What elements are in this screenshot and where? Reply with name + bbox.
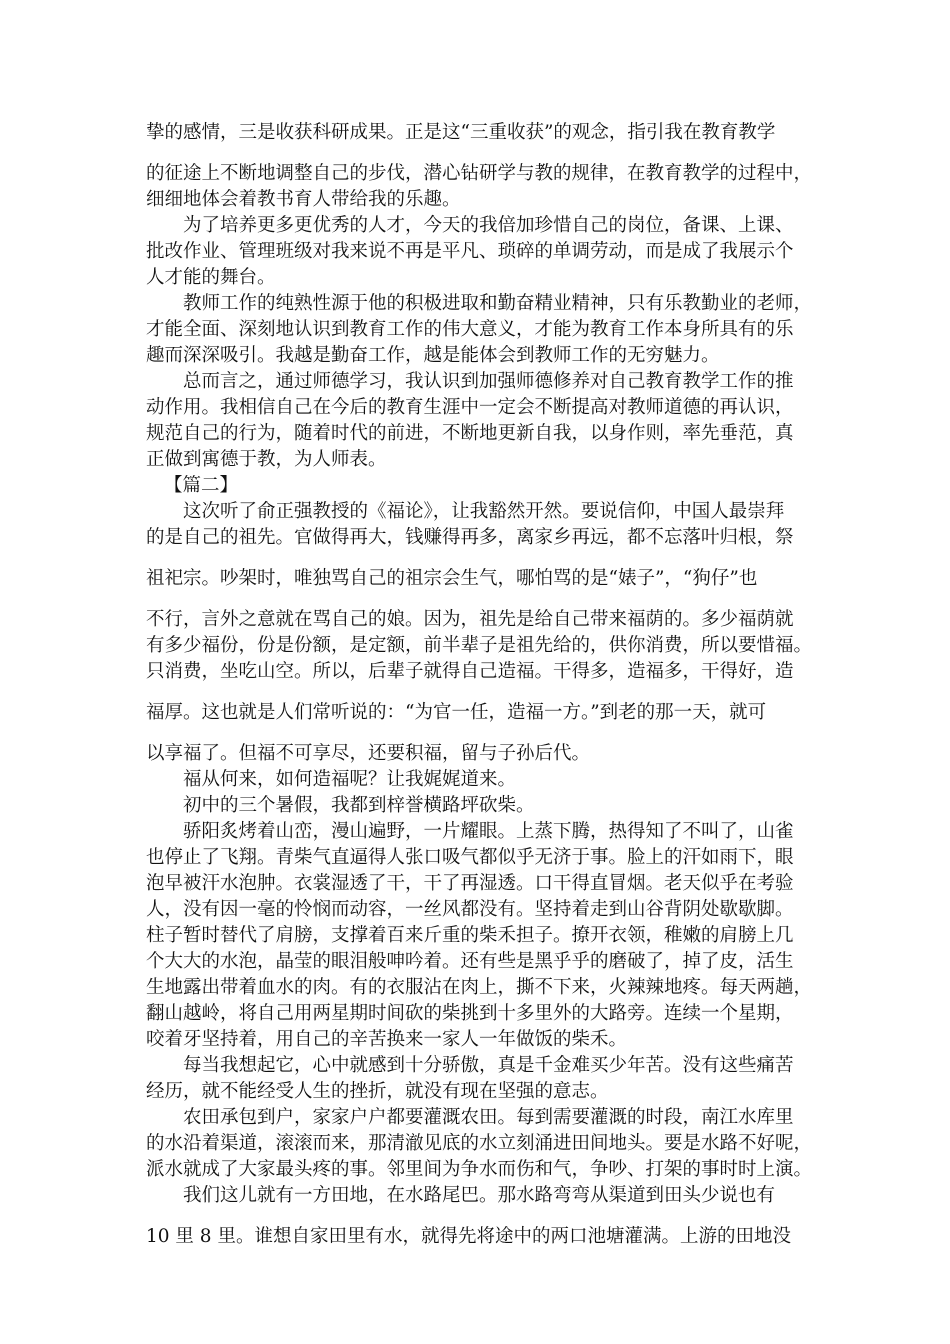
text-line: 10 里 8 里。谁想自家田里有水，就得先将途中的两口池塘灌满。上游的田地没 [146,1226,791,1247]
text-line: 个大大的水泡，晶莹的眼泪般呻吟着。还有些是黑乎乎的磨破了，掉了皮，活生 [146,951,794,972]
text-line: 批改作业、管理班级对我来说不再是平凡、琐碎的单调劳动，而是成了我展示个 [146,241,794,262]
text-line: 的是自己的祖先。官做得再大，钱赚得再多，离家乡再远，都不忘落叶归根，祭 [146,527,794,548]
paragraph-start: 骄阳炙烤着山峦，漫山遍野，一片耀眼。上蒸下腾，热得知了不叫了，山雀 [183,821,794,842]
paragraph-start: 我们这儿就有一方田地，在水路尾巴。那水路弯弯从渠道到田头少说也有 [183,1185,776,1206]
paragraph-start: 为了培养更多更优秀的人才，今天的我倍加珍惜自己的岗位，备课、上课、 [183,215,794,236]
text-line: 只消费，坐吃山空。所以，后辈子就得自己造福。干得多，造福多，干得好，造 [146,661,794,682]
text-line: 趣而深深吸引。我越是勤奋工作，越是能体会到教师工作的无穷魅力。 [146,345,720,366]
text-line: 柱子暂时替代了肩膀，支撑着百来斤重的柴禾担子。撩开衣领，稚嫩的肩膀上几 [146,925,794,946]
text-line: 也停止了飞翔。青柴气直逼得人张口吸气都似乎无济于事。脸上的汗如雨下，眼 [146,847,794,868]
text-line: 人，没有因一毫的怜悯而动容，一丝风都没有。坚持着走到山谷背阴处歇歇脚。 [146,899,794,920]
text-line: 才能全面、深刻地认识到教育工作的伟大意义，才能为教育工作本身所具有的乐 [146,319,794,340]
paragraph-start: 福从何来，如何造福呢？让我娓娓道来。 [183,769,517,790]
text-line: 派水就成了大家最头疼的事。邻里间为争水而伤和气，争吵、打架的事时时上演。 [146,1159,813,1180]
paragraph-start: 教师工作的纯熟性源于他的积极进取和勤奋精业精神，只有乐教勤业的老师， [183,293,813,314]
text-line: 人才能的舞台。 [146,267,276,288]
text-line: 有多少福份，份是份额，是定额，前半辈子是祖先给的，供你消费，所以要惜福。 [146,635,813,656]
text-line: 祖祀宗。吵架时，唯独骂自己的祖宗会生气，哪怕骂的是“婊子”，“狗仔”也 [146,568,758,589]
text-line: 规范自己的行为，随着时代的前进，不断地更新自我，以身作则，率先垂范，真 [146,423,794,444]
text-line: 细细地体会着教书育人带给我的乐趣。 [146,189,461,210]
text-line: 经历，就不能经受人生的挫折，就没有现在坚强的意志。 [146,1081,609,1102]
paragraph-start: 这次听了俞正强教授的《福论》，让我豁然开然。要说信仰，中国人最崇拜 [183,501,785,522]
text-line: 生地露出带着血水的肉。有的衣服沾在肉上，撕不下来，火辣辣地疼。每天两趟， [146,977,813,998]
text-line: 的水沿着渠道，滚滚而来，那清澈见底的水立刻涌进田间地头。要是水路不好呢， [146,1133,813,1154]
text-line: 福厚。这也就是人们常听说的：“为官一任，造福一方。”到老的那一天，就可 [146,702,767,723]
paragraph-start: 总而言之，通过师德学习，我认识到加强师德修养对自己教育教学工作的推 [183,371,794,392]
paragraph-start: 初中的三个暑假，我都到梓誉横路坪砍柴。 [183,795,535,816]
text-line: 正做到寓德于教，为人师表。 [146,449,387,470]
paragraph-start: 每当我想起它，心中就感到十分骄傲，真是千金难买少年苦。没有这些痛苦 [183,1055,794,1076]
text-line: 以享福了。但福不可享尽，还要积福，留与子孙后代。 [146,743,591,764]
document-page [146,120,813,1250]
text-line: 动作用。我相信自己在今后的教育生涯中一定会不断提高对教师道德的再认识， [146,397,794,418]
text-line: 不行，言外之意就在骂自己的娘。因为，祖先是给自己带来福荫的。多少福荫就 [146,609,794,630]
section-heading: 【篇二】 [164,475,239,496]
text-line: 泡早被汗水泡肿。衣裳湿透了干，干了再湿透。口干得直冒烟。老天似乎在考验 [146,873,794,894]
paragraph-start: 农田承包到户，家家户户都要灌溉农田。每到需要灌溉的时段，南江水库里 [183,1107,794,1128]
text-line: 挚的感情，三是收获科研成果。正是这“三重收获”的观念，指引我在教育教学 [146,122,776,143]
text-line: 翻山越岭，将自己用两星期时间砍的柴挑到十多里外的大路旁。连续一个星期， [146,1003,794,1024]
text-line: 咬着牙坚持着，用自己的辛苦换来一家人一年做饭的柴禾。 [146,1029,628,1050]
text-line: 的征途上不断地调整自己的步伐，潜心钻研学与教的规律，在教育教学的过程中， [146,163,813,184]
